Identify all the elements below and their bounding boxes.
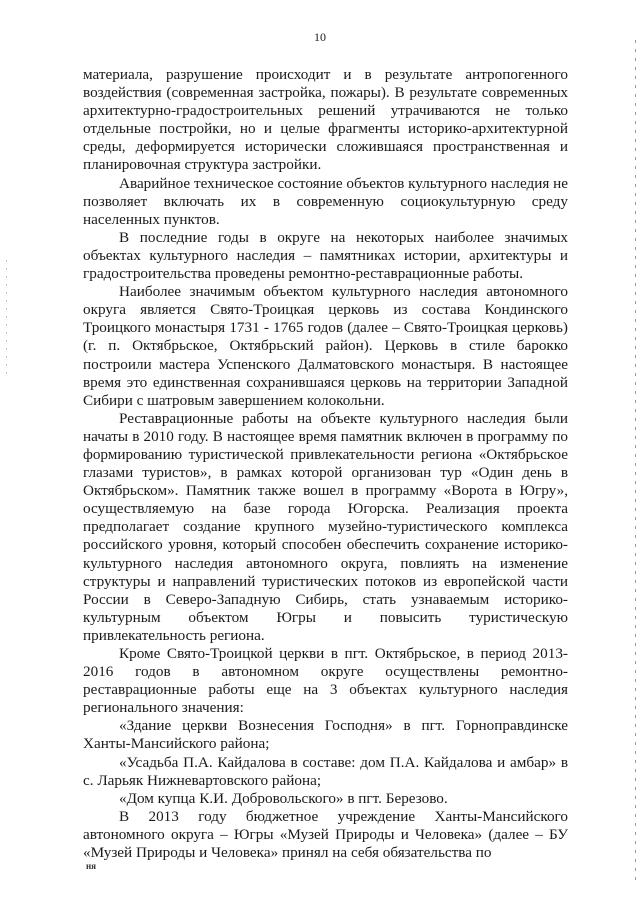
list-item-ascension-church: «Здание церкви Вознесения Господня» в пгт. Горноправдинске Ханты-Мансийского района; — [83, 717, 568, 753]
document-body — [83, 66, 568, 862]
paragraph-trinity-church: Наиболее значимым объектом культурного наследия автономного округа является Свято-Троицкая церковь из состава Кондинского Троицкого монастыря 1731 - 1765 годов (далее – Свято-Троицкая церковь) (г. п. Октябрьское, Октябрьский район). Церковь в стиле барокко построили мастера Успенского Далматовского монастыря. В настоящее время это единственная сохранившаяся церковь на территории Западной Сибири с шатровым завершением колокольни. — [83, 283, 568, 409]
scan-edge-right — [635, 40, 636, 885]
page-number: 10 — [314, 30, 326, 44]
paragraph-restoration-works: Реставрационные работы на объекте культурного наследия были начаты в 2010 году. В настоящее время памятник включен в программу по формированию туристической привлекательности региона «Октябрьское глазами туристов», в рамках которой организован тур «Один день в Октябрьском». Памятник также вошел в программу «Ворота в Югру», осуществляемую на базе города Югорска. Реализация проекта предполагает создание крупного музейно-туристического комплекса российского уровня, который способен обеспечить сохранение историко-культурного наследия автономного округа, повлиять на изменение структуры и направлений туристических потоков из европейской части России в Северо-Западную Сибирь, стать узнаваемым историко-культурным объектом Югры и повысить туристическую привлекательность региона. — [83, 409, 568, 644]
footer-mark: ня — [86, 861, 97, 871]
paragraph-emergency-state: Аварийное техническое состояние объектов культурного наследия не позволяет включать их в современную социокультурную среду населенных пунктов. — [83, 174, 568, 228]
paragraph-continuation: материала, разрушение происходит и в результате антропогенного воздействия (современная застройка, пожары). В результате современных архитектурно-градостроительных решений утрачиваются не только отдельные постройки, но и целые фрагменты историко-архитектурной среды, деформируется исторически сложившаяся пространственная и планировочная структура застройки. — [83, 66, 568, 174]
list-item-dobrovolsky-house: «Дом купца К.И. Добровольского» в пгт. Березово. — [119, 789, 448, 807]
scan-edge-left — [6, 260, 7, 380]
paragraph-other-objects: Кроме Свято-Троицкой церкви в пгт. Октябрьское, в период 2013-2016 годов в автономном округе осуществлены ремонтно-реставрационные работы еще на 3 объектах культурного наследия регионального значения: — [83, 645, 568, 717]
paragraph-recent-works: В последние годы в округе на некоторых наиболее значимых объектах культурного наследия – памятниках истории, архитектуры и градостроительства проведены ремонтно-реставрационные работы. — [83, 228, 568, 283]
paragraph-museum-2013: В 2013 году бюджетное учреждение Ханты-Мансийского автономного округа – Югры «Музей Природы и Человека» (далее – БУ «Музей Природы и Человека» принял на себя обязательства по — [83, 807, 568, 862]
list-item-kaidalov-estate: «Усадьба П.А. Кайдалова в составе: дом П.А. Кайдалова и амбар» в с. Ларьяк Нижневартовского района; — [83, 753, 568, 789]
